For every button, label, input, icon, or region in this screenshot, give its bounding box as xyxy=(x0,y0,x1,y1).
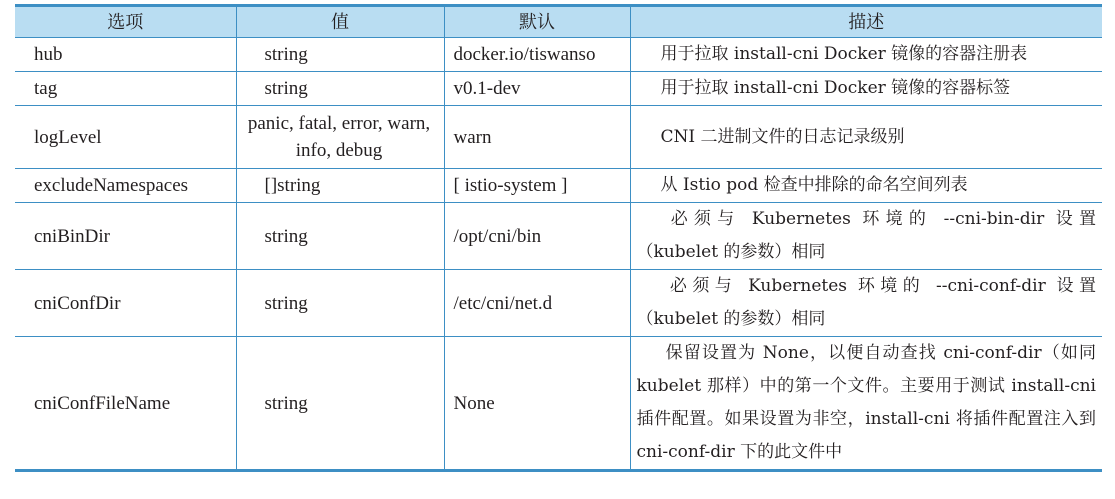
header-option: 选项 xyxy=(15,6,236,38)
cell-default: v0.1-dev xyxy=(444,72,630,106)
cell-description xyxy=(630,203,1102,270)
cell-description xyxy=(630,270,1102,337)
header-value: 值 xyxy=(236,6,444,38)
cell-value: string xyxy=(236,203,444,270)
cell-option: hub xyxy=(34,44,63,65)
cell-option: cniBinDir xyxy=(15,203,236,270)
table-row xyxy=(15,38,1102,72)
cell-description: 从 Istio pod 检查中排除的命名空间列表 xyxy=(630,169,1102,203)
table-row xyxy=(15,270,1102,337)
cni-options-table xyxy=(15,4,1102,472)
table-header-row xyxy=(15,6,1102,38)
table-row xyxy=(15,169,1102,203)
cell-default: docker.io/tiswanso xyxy=(444,38,630,72)
cell-default: [ istio-system ] xyxy=(444,169,630,203)
options-table-container xyxy=(15,4,1102,472)
description-text: 保留设置为 None，以便自动查找 cni-conf-dir（如同 kubelet 那样）中的第一个文件。主要用于测试 install-cni 插件配置。如果设置为非空，install-cni 将插件配置注入到 cni-conf-dir 下的此文件中 xyxy=(636,343,1096,462)
cell-value: string xyxy=(236,270,444,337)
cell-value: panic, fatal, error, warn, info, debug xyxy=(236,106,444,169)
table-row xyxy=(15,203,1102,270)
header-default: 默认 xyxy=(444,6,630,38)
cell-value: []string xyxy=(236,169,444,203)
cell-description: 用于拉取 install-cni Docker 镜像的容器标签 xyxy=(630,72,1102,106)
description-text: 必须与 Kubernetes 环境的 --cni-conf-dir 设置（kubelet 的参数）相同 xyxy=(636,276,1096,329)
table-row xyxy=(15,106,1102,169)
cell-value: string xyxy=(236,38,444,72)
table-row xyxy=(15,72,1102,106)
cell-option: cniConfFileName xyxy=(15,337,236,471)
table-row xyxy=(15,337,1102,471)
cell-value: string xyxy=(236,337,444,471)
cell-default: /etc/cni/net.d xyxy=(444,270,630,337)
cell-description: 用于拉取 install-cni Docker 镜像的容器注册表 xyxy=(630,38,1102,72)
header-description: 描述 xyxy=(630,6,1102,38)
cell-option: excludeNamespaces xyxy=(15,169,236,203)
cell-option: cniConfDir xyxy=(15,270,236,337)
cell-description: CNI 二进制文件的日志记录级别 xyxy=(630,106,1102,169)
description-text: 必须与 Kubernetes 环境的 --cni-bin-dir 设置（kubelet 的参数）相同 xyxy=(636,209,1096,262)
cell-value: string xyxy=(236,72,444,106)
cell-option: tag xyxy=(15,72,236,106)
cell-description xyxy=(630,337,1102,471)
cell-default: warn xyxy=(444,106,630,169)
cell-default: None xyxy=(444,337,630,471)
cell-option: logLevel xyxy=(15,106,236,169)
cell-default: /opt/cni/bin xyxy=(444,203,630,270)
